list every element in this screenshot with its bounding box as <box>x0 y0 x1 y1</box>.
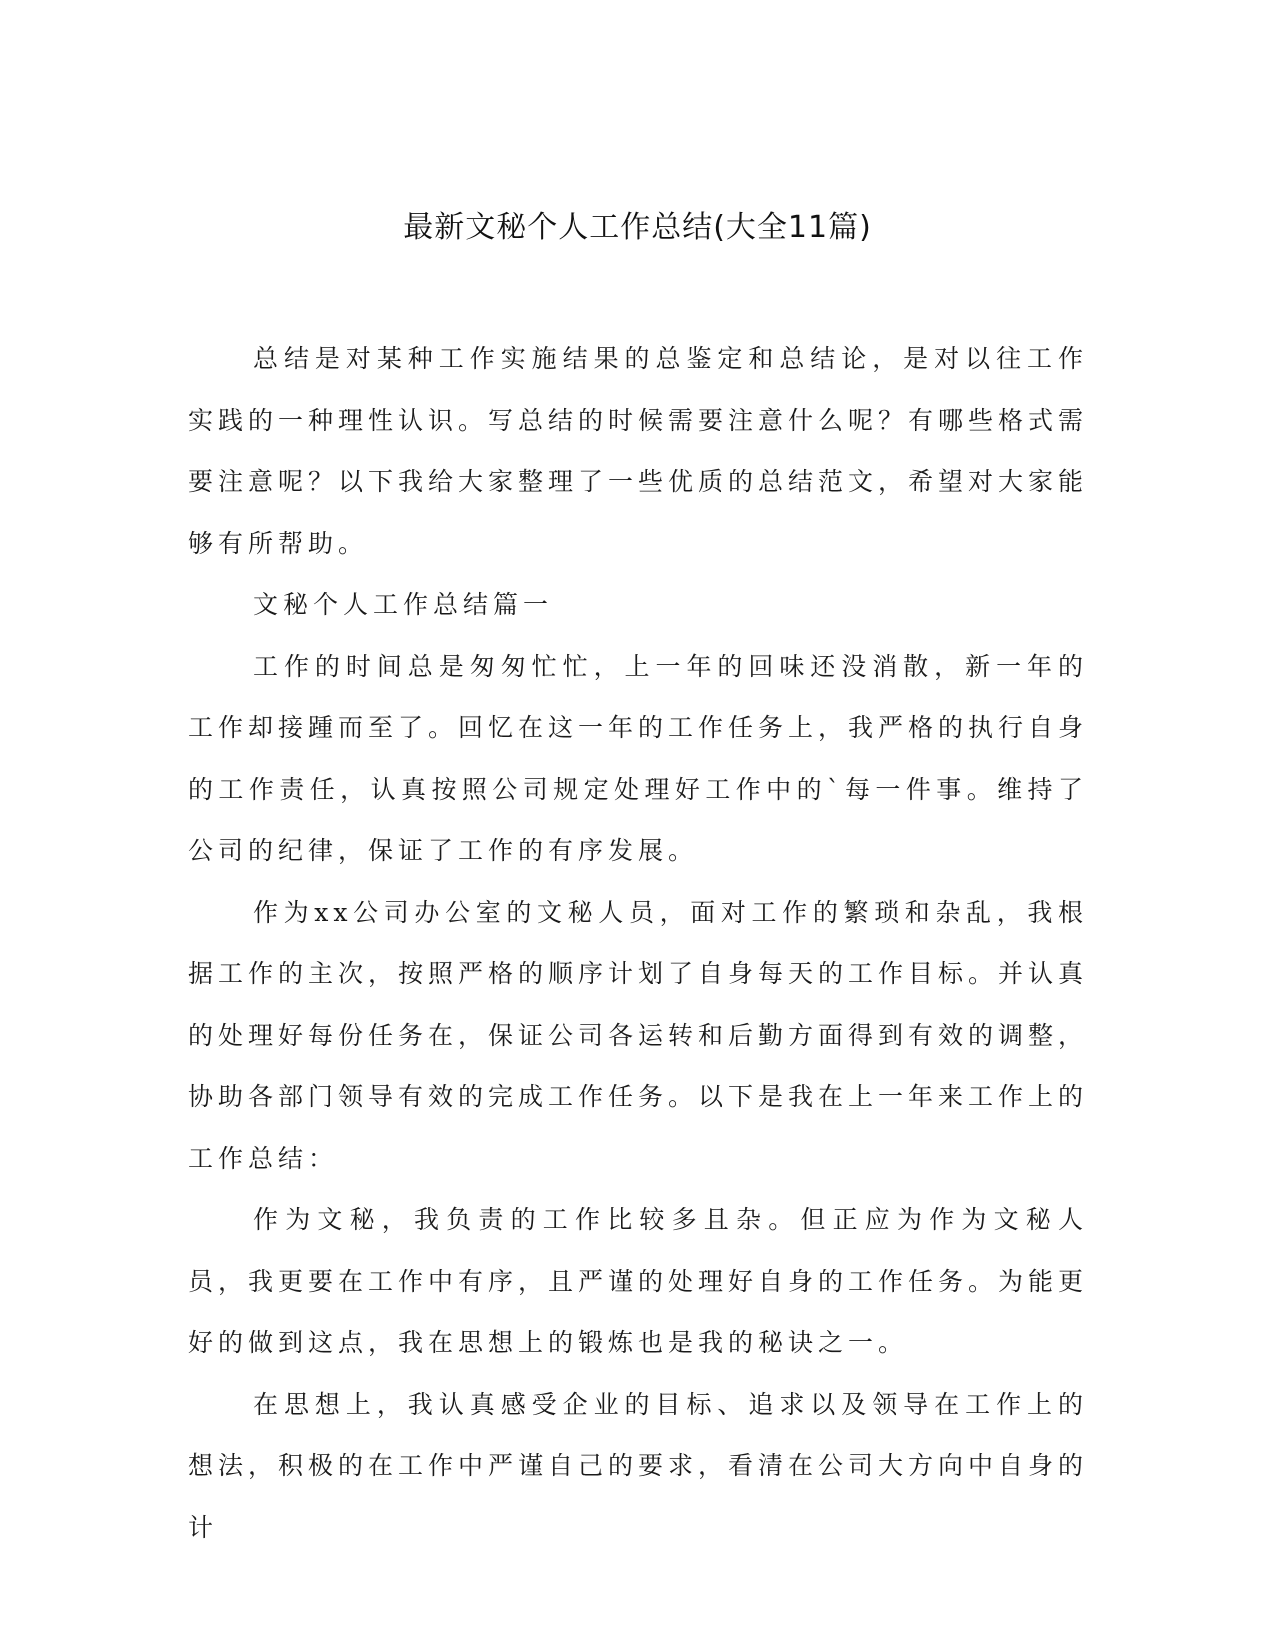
document-body <box>188 328 1088 1558</box>
document-title: 最新文秘个人工作总结(大全11篇) <box>403 210 872 245</box>
paragraph: 在思想上，我认真感受企业的目标、追求以及领导在工作上的想法，积极的在工作中严谨自己的要求，看清在公司大方向中自身的计 <box>188 1389 1089 1542</box>
paragraph: 作为xx公司办公室的文秘人员，面对工作的繁琐和杂乱，我根据工作的主次，按照严格的顺序计划了自身每天的工作目标。并认真的处理好每份任务在，保证公司各运转和后勤方面得到有效的调整，协助各部门领导有效的完成工作任务。以下是我在上一年来工作上的工作总结： <box>188 897 1089 1173</box>
paragraph-intro: 总结是对某种工作实施结果的总鉴定和总结论，是对以往工作实践的一种理性认识。写总结的时候需要注意什么呢？有哪些格式需要注意呢？以下我给大家整理了一些优质的总结范文，希望对大家能够有所帮助。 <box>188 344 1089 558</box>
paragraph: 工作的时间总是匆匆忙忙，上一年的回味还没消散，新一年的工作却接踵而至了。回忆在这一年的工作任务上，我严格的执行自身的工作责任，认真按照公司规定处理好工作中的`每一件事。维持了公司的纪律，保证了工作的有序发展。 <box>188 651 1089 865</box>
section-heading: 文秘个人工作总结篇一 <box>253 590 554 619</box>
paragraph: 作为文秘，我负责的工作比较多且杂。但正应为作为文秘人员，我更要在工作中有序，且严谨的处理好自身的工作任务。为能更好的做到这点，我在思想上的锻炼也是我的秘诀之一。 <box>188 1205 1089 1357</box>
